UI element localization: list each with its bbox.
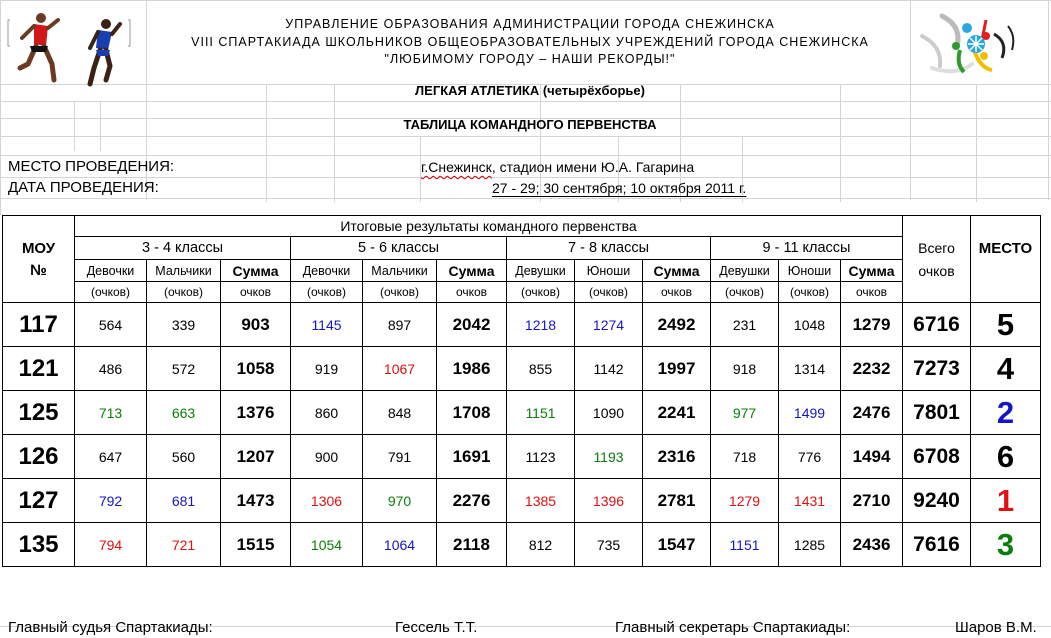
group-sum-cell: 1986 [437,347,507,391]
score-cell: 900 [291,435,363,479]
judge-name: Гессель Т.Т. [395,619,478,636]
place-header-top [971,216,1041,237]
group-sum-cell: 1376 [221,391,291,435]
secretary-label: Главный секретарь Спартакиады: [615,619,851,636]
table-row [3,303,1041,347]
score-cell: 721 [147,523,221,567]
group-sum-cell: 1708 [437,391,507,435]
score-cell: 1090 [575,391,643,435]
group-sum-cell: 1547 [643,523,711,567]
score-cell: 791 [363,435,437,479]
unit-label: (очков) [779,282,841,303]
place-cell: 5 [971,303,1041,347]
total-header-2: очков [903,260,971,282]
place-header-mid [971,260,1041,282]
place-cell: 6 [971,435,1041,479]
group-sum-cell: 2042 [437,303,507,347]
score-cell: 1151 [711,523,779,567]
score-cell: 1431 [779,479,841,523]
venue-value [421,159,694,175]
score-cell: 919 [291,347,363,391]
unit-label: (очков) [363,282,437,303]
score-cell: 1274 [575,303,643,347]
total-score: 9240 [903,479,971,523]
total-header-top [903,216,971,237]
score-cell: 1193 [575,435,643,479]
sprinters-image [6,6,134,90]
school-number: 125 [3,391,75,435]
unit-label: (очков) [291,282,363,303]
date-value: 27 - 29; 30 сентября; 10 октября 2011 г. [492,180,747,196]
group-sum-cell: 1997 [643,347,711,391]
unit-label: (очков) [575,282,643,303]
place-header-bottom [971,282,1041,303]
score-cell: 1123 [507,435,575,479]
score-cell: 339 [147,303,221,347]
school-number: 126 [3,435,75,479]
group-sum-cell: 903 [221,303,291,347]
subhead-sum: Сумма [437,260,507,282]
table-row [3,523,1041,567]
score-cell: 1067 [363,347,437,391]
score-cell: 776 [779,435,841,479]
venue-stadium: , стадион имени Ю.А. Гагарина [491,159,695,175]
table-row [3,347,1041,391]
header-line-3: "ЛЮБИМОМУ ГОРОДУ – НАШИ РЕКОРДЫ!" [384,52,676,66]
score-cell: 1285 [779,523,841,567]
score-cell: 1218 [507,303,575,347]
spartakiada-logo [912,6,1022,86]
score-cell: 897 [363,303,437,347]
total-score: 7273 [903,347,971,391]
score-cell: 977 [711,391,779,435]
group-header-5-6: 5 - 6 классы [291,237,507,260]
score-cell: 1151 [507,391,575,435]
subhead-girls: Девушки [711,260,779,282]
group-sum-cell: 2436 [841,523,903,567]
group-sum-cell: 2232 [841,347,903,391]
num-header-bottom [3,282,75,303]
score-cell: 486 [75,347,147,391]
score-cell: 1064 [363,523,437,567]
subhead-boys: Юноши [575,260,643,282]
group-sum-cell: 2118 [437,523,507,567]
mou-header-top [3,216,75,237]
place-cell: 2 [971,391,1041,435]
group-sum-cell: 2492 [643,303,711,347]
subhead-boys: Мальчики [147,260,221,282]
venue-city: г.Снежинск [421,159,492,175]
unit-label: очков [841,282,903,303]
subhead-boys: Юноши [779,260,841,282]
group-sum-cell: 1058 [221,347,291,391]
score-cell: 970 [363,479,437,523]
score-cell: 663 [147,391,221,435]
group-sum-cell: 2241 [643,391,711,435]
score-cell: 792 [75,479,147,523]
score-cell: 812 [507,523,575,567]
place-header: МЕСТО [971,237,1041,260]
group-sum-cell: 1494 [841,435,903,479]
score-cell: 860 [291,391,363,435]
score-cell: 560 [147,435,221,479]
sport-title: ЛЕГКАЯ АТЛЕТИКА (четырёхборье) [415,83,645,98]
score-cell: 231 [711,303,779,347]
score-cell: 1048 [779,303,841,347]
group-sum-cell: 1207 [221,435,291,479]
subhead-sum: Сумма [643,260,711,282]
score-cell: 1142 [575,347,643,391]
group-sum-cell: 1473 [221,479,291,523]
group-sum-cell: 2276 [437,479,507,523]
total-header-1: Всего [903,237,971,260]
score-cell: 572 [147,347,221,391]
score-cell: 1145 [291,303,363,347]
total-header-bottom [903,282,971,303]
total-score: 6716 [903,303,971,347]
subhead-sum: Сумма [221,260,291,282]
unit-label: (очков) [147,282,221,303]
score-cell: 564 [75,303,147,347]
group-header-3-4: 3 - 4 классы [75,237,291,260]
score-cell: 918 [711,347,779,391]
score-cell: 855 [507,347,575,391]
score-cell: 1499 [779,391,841,435]
total-score: 7801 [903,391,971,435]
score-cell: 794 [75,523,147,567]
group-sum-cell: 2781 [643,479,711,523]
group-header-7-8: 7 - 8 классы [507,237,711,260]
score-cell: 1396 [575,479,643,523]
place-cell: 3 [971,523,1041,567]
unit-label: очков [643,282,711,303]
score-cell: 1385 [507,479,575,523]
subhead-girls: Девочки [291,260,363,282]
results-table [2,215,1041,567]
score-cell: 1314 [779,347,841,391]
judge-label: Главный судья Спартакиады: [8,619,213,636]
unit-label: (очков) [507,282,575,303]
table-row [3,479,1041,523]
score-cell: 713 [75,391,147,435]
score-cell: 681 [147,479,221,523]
group-sum-cell: 1515 [221,523,291,567]
score-cell: 848 [363,391,437,435]
score-cell: 1306 [291,479,363,523]
venue-label: МЕСТО ПРОВЕДЕНИЯ: [8,158,175,175]
subhead-girls: Девушки [507,260,575,282]
place-cell: 1 [971,479,1041,523]
group-sum-cell: 2476 [841,391,903,435]
school-number: 117 [3,303,75,347]
total-score: 7616 [903,523,971,567]
school-number: 127 [3,479,75,523]
mou-header: МОУ [3,237,75,260]
group-sum-cell: 2710 [841,479,903,523]
table-row [3,435,1041,479]
score-cell: 647 [75,435,147,479]
secretary-name: Шаров В.М. [955,619,1037,636]
group-header-9-11: 9 - 11 классы [711,237,903,260]
score-cell: 718 [711,435,779,479]
score-cell: 1054 [291,523,363,567]
table-row [3,391,1041,435]
unit-label: (очков) [711,282,779,303]
score-cell: 735 [575,523,643,567]
subhead-girls: Девочки [75,260,147,282]
place-cell: 4 [971,347,1041,391]
unit-label: очков [221,282,291,303]
group-sum-cell: 1691 [437,435,507,479]
num-header: № [3,260,75,282]
subhead-sum: Сумма [841,260,903,282]
table-caption: Итоговые результаты командного первенства [75,216,903,237]
header-line-1: УПРАВЛЕНИЕ ОБРАЗОВАНИЯ АДМИНИСТРАЦИИ ГОРОДА СНЕЖИНСКА [285,17,775,31]
subhead-boys: Мальчики [363,260,437,282]
table-title: ТАБЛИЦА КОМАНДНОГО ПЕРВЕНСТВА [403,117,657,132]
unit-label: (очков) [75,282,147,303]
total-score: 6708 [903,435,971,479]
school-number: 135 [3,523,75,567]
group-sum-cell: 1279 [841,303,903,347]
unit-label: очков [437,282,507,303]
score-cell: 1279 [711,479,779,523]
date-label: ДАТА ПРОВЕДЕНИЯ: [8,179,159,196]
group-sum-cell: 2316 [643,435,711,479]
header-line-2: VIII СПАРТАКИАДА ШКОЛЬНИКОВ ОБЩЕОБРАЗОВАТЕЛЬНЫХ УЧРЕЖДЕНИЙ ГОРОДА СНЕЖИНСКА [191,35,869,49]
school-number: 121 [3,347,75,391]
